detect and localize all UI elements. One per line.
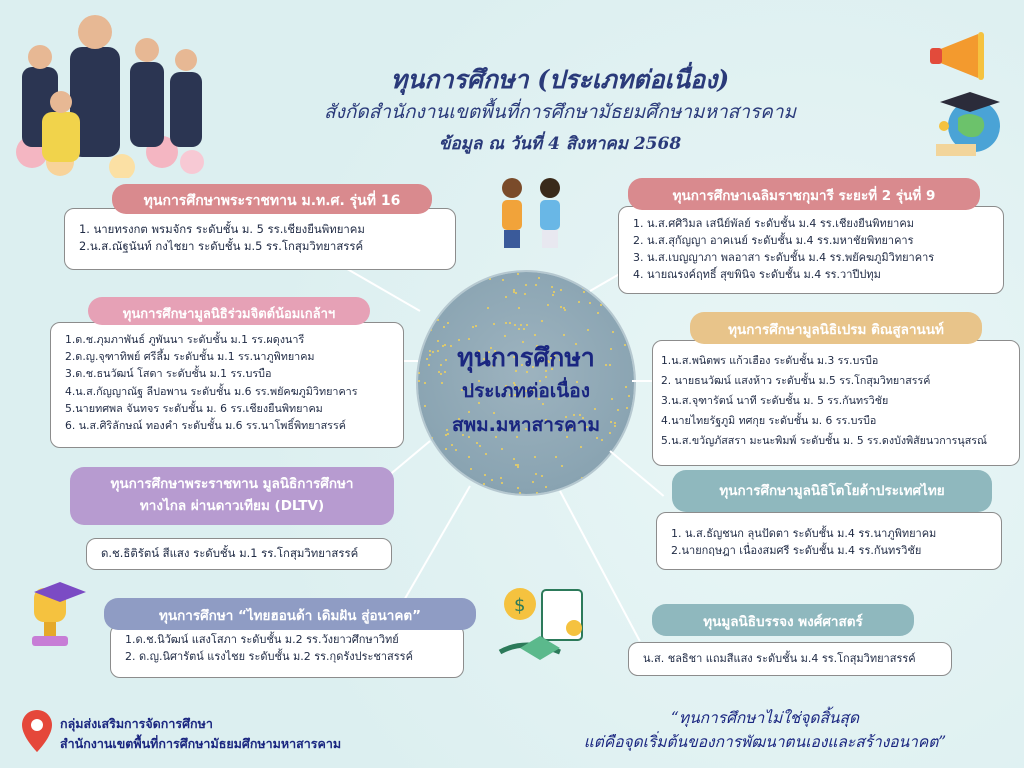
sparkle-dot: [514, 324, 516, 326]
group-box-ruamjit: [50, 322, 404, 448]
list-item: 1. น.ส.ธัญชนก ลุนปัดตา ระดับชั้น ม.4 รร.นาภูพิทยาคม: [671, 527, 937, 540]
sparkle-dot: [475, 325, 477, 327]
group-box-prem: [652, 340, 1020, 466]
money-hand-icon: [490, 582, 600, 682]
sparkle-dot: [587, 329, 589, 331]
connector: [632, 380, 654, 382]
sparkle-dot: [505, 322, 507, 324]
sparkle-dot: [555, 456, 557, 458]
page-subtitle: สังกัดสำนักงานเขตพื้นที่การศึกษามัธยมศึกษามหาสารคาม: [323, 101, 797, 123]
group-title-dltv: [70, 467, 394, 525]
sparkle-dot: [517, 273, 519, 275]
sparkle-dot: [532, 481, 534, 483]
sparkle-dot: [520, 324, 522, 326]
sparkle-dot: [552, 294, 554, 296]
trophy-icon: [10, 578, 90, 662]
sparkle-dot: [612, 331, 614, 333]
sparkle-dot: [435, 478, 437, 480]
sparkle-dot: [504, 335, 506, 337]
group-title-dltv-line1: ทุนการศึกษาพระราชทาน มูลนิธิการศึกษา: [110, 476, 354, 492]
group-box-chaloem: [618, 206, 1004, 294]
center-line-1: ทุนการศึกษา: [457, 343, 595, 372]
sparkle-dot: [513, 458, 515, 460]
footer-org-line2: สำนักงานเขตพื้นที่การศึกษามัธยมศึกษามหาสารคาม: [60, 736, 342, 751]
sparkle-dot: [455, 449, 457, 451]
sparkle-dot: [541, 320, 543, 322]
sparkle-dot: [541, 475, 543, 477]
students-icon: [488, 170, 574, 254]
list-item: 1.ด.ช.นิวัฒน์ แสงโสภา ระดับชั้น ม.2 รร.วังยาวศึกษาวิทย์: [125, 633, 399, 646]
sparkle-dot: [445, 448, 447, 450]
list-item: 2.นายกฤษฎา เนื่องสมศรี ระดับชั้น ม.4 รร.กันทรวิชัย: [671, 544, 922, 558]
list-item: 5.นายทศพล จันทจร ระดับชั้น ม. 6 รร.เชียงยืนพิทยาคม: [65, 401, 323, 415]
sparkle-dot: [560, 289, 562, 291]
sparkle-dot: [468, 456, 470, 458]
quote-line2: แต่คือจุดเริ่มต้นของการพัฒนาตนเองและสร้างอนาคต”: [583, 733, 947, 751]
data-date: ข้อมูล ณ วันที่ 4 สิงหาคม 2568: [438, 134, 682, 154]
list-item: 4. นายณรงค์ฤทธิ์ สุขพินิจ ระดับชั้น ม.4 รร.วาปีปทุม: [633, 268, 881, 281]
sparkle-dot: [437, 319, 439, 321]
sparkle-dot: [553, 291, 555, 293]
list-item: 2. นายธนวัฒน์ แสงห้าว ระดับชั้น ม.5 รร.โกสุมวิทยาสรรค์: [661, 374, 931, 387]
list-item: 1.น.ส.พนิตพร แก้วเฮือง ระดับชั้น ม.3 รร.บรบือ: [661, 354, 879, 367]
sparkle-dot: [487, 307, 489, 309]
group-title-banjong: ทุนมูลนิธิบรรจง พงศ์ศาสตร์: [652, 604, 914, 636]
group-title-dltv-line2: ทางไกล ผ่านดาวเทียม (DLTV): [139, 498, 325, 514]
sparkle-dot: [451, 444, 453, 446]
group-photo: [12, 2, 208, 178]
sparkle-dot: [589, 302, 591, 304]
sparkle-dot: [547, 304, 549, 306]
sparkle-dot: [523, 328, 525, 330]
sparkle-dot: [536, 492, 538, 494]
sparkle-dot: [493, 323, 495, 325]
group-title-toyota: ทุนการศึกษามูลนิธิโตโยต้าประเทศไทย: [672, 470, 992, 512]
group-box-mts: [64, 208, 456, 270]
svg-text:$: $: [514, 595, 526, 616]
list-item: 5.น.ส.ขวัญภัสสรา มะนะพิมพ์ ระดับชั้น ม. 5 รร.ดงบังพิสัยนวการนุสรณ์: [661, 434, 987, 447]
sparkle-dot: [534, 334, 536, 336]
list-item: 3. น.ส.เบญญาภา พลอาสา ระดับชั้น ม.4 รร.พยัคฆภูมิวิทยาคาร: [633, 251, 935, 264]
sparkle-dot: [583, 291, 585, 293]
sparkle-dot: [447, 322, 449, 324]
list-item: 4.น.ส.กัญญาณัฐ ลีปอพาน ระดับชั้น ม.6 รร.พยัคฆภูมิวิทยาคาร: [65, 384, 358, 398]
sparkle-dot: [535, 473, 537, 475]
sparkle-dot: [517, 487, 519, 489]
sparkle-dot: [545, 486, 547, 488]
sparkle-dot: [518, 328, 520, 330]
sparkle-dot: [515, 292, 517, 294]
location-pin-icon: [20, 708, 54, 758]
sparkle-dot: [479, 445, 481, 447]
quote-line1: “ทุนการศึกษาไม่ใช่จุดสิ้นสุด: [670, 709, 860, 727]
sparkle-dot: [525, 284, 527, 286]
sparkle-dot: [476, 442, 478, 444]
center-circle: [418, 272, 634, 494]
list-item: 4.นายไทยรัฐภูมิ ทศกุย ระดับชั้น ม. 6 รร.บรบือ: [661, 414, 877, 427]
sparkle-dot: [484, 474, 486, 476]
group-title-chaloem: ทุนการศึกษาเฉลิมราชกุมารี ระยะที่ 2 รุ่นที่ 9: [628, 178, 980, 210]
sparkle-dot: [500, 477, 502, 479]
sparkle-dot: [551, 286, 553, 288]
list-item: ด.ช.ธิติรัตน์ สีแสง ระดับชั้น ม.1 รร.โกสุมวิทยาสรรค์: [101, 546, 359, 560]
list-item: 2.น.ส.ณัฐนันท์ กงไชยา ระดับชั้น ม.5 รร.โกสุมวิทยาสรรค์: [79, 239, 364, 254]
sparkle-dot: [505, 296, 507, 298]
group-title-mts: ทุนการศึกษาพระราชทาน ม.ท.ศ. รุ่นที่ 16: [112, 184, 432, 214]
page-title: ทุนการศึกษา (ประเภทต่อเนื่อง): [390, 65, 730, 94]
list-item: 2. น.ส.สุกัญญา อาคเนย์ ระดับชั้น ม.4 รร.มหาชัยพิทยาคาร: [633, 234, 914, 247]
group-box-toyota: [656, 512, 1002, 570]
list-item: 6. น.ส.ศิริลักษณ์ ทองคำ ระดับชั้น ม.6 รร.นาโพธิ์พิทยาสรรค์: [65, 419, 346, 433]
footer-quote: [520, 706, 1010, 754]
group-title-prem: ทุนการศึกษามูลนิธิเปรม ติณสูลานนท์: [690, 312, 982, 344]
sparkle-dot: [535, 284, 537, 286]
group-box-banjong: [628, 642, 952, 676]
sparkle-dot: [524, 293, 526, 295]
sparkle-dot: [600, 304, 602, 306]
sparkle-dot: [502, 279, 504, 281]
sparkle-dot: [420, 440, 422, 442]
megaphone-icon: [928, 28, 998, 88]
sparkle-dot: [580, 446, 582, 448]
sparkle-dot: [483, 483, 485, 485]
sparkle-dot: [489, 278, 491, 280]
sparkle-dot: [517, 464, 519, 466]
sparkle-dot: [430, 329, 432, 331]
sparkle-dot: [509, 322, 511, 324]
sparkle-dot: [564, 309, 566, 311]
sparkle-dot: [534, 456, 536, 458]
sparkle-dot: [626, 407, 628, 409]
list-item: 1.ด.ช.ภุมภาพันธ์ ภูพันนา ระดับชั้น ม.1 รร.ผดุงนารี: [65, 333, 305, 346]
group-box-dltv: [86, 538, 392, 570]
sparkle-dot: [561, 465, 563, 467]
group-box-honda: [110, 624, 464, 678]
center-line-3: สพม.มหาสารคาม: [452, 414, 600, 436]
list-item: 1. นายทรงกต พรมจักร ระดับชั้น ม. 5 รร.เชียงยืนพิทยาคม: [79, 222, 365, 236]
sparkle-dot: [582, 287, 584, 289]
center-line-2: ประเภทต่อเนื่อง: [462, 380, 590, 402]
sparkle-dot: [435, 468, 437, 470]
sparkle-dot: [560, 306, 562, 308]
sparkle-dot: [597, 312, 599, 314]
sparkle-dot: [436, 304, 438, 306]
sparkle-dot: [519, 492, 521, 494]
sparkle-dot: [491, 479, 493, 481]
sparkle-dot: [538, 277, 540, 279]
list-item: 3.ด.ช.ธนวัฒน์ โสดา ระดับชั้น ม.1 รร.บรบือ: [65, 367, 272, 381]
group-title-ruamjit: ทุนการศึกษามูลนิธิร่วมจิตต์น้อมเกล้าฯ: [88, 297, 370, 325]
sparkle-dot: [563, 334, 565, 336]
group-title-honda: ทุนการศึกษา “ไทยฮอนด้า เดิมฝัน สู่อนาคต”: [104, 598, 476, 630]
footer-org-line1: กลุ่มส่งเสริมการจัดการศึกษา: [60, 716, 213, 731]
list-item: 2.ด.ญ.จุฑาทิพย์ ศรีลึ้ม ระดับชั้น ม.1 รร.นาภูพิทยาคม: [65, 350, 315, 364]
sparkle-dot: [470, 468, 472, 470]
sparkle-dot: [600, 493, 602, 494]
sparkle-dot: [493, 489, 495, 491]
list-item: 3.น.ส.จุฑารัตน์ นาที ระดับชั้น ม. 5 รร.กันทรวิชัย: [661, 394, 889, 407]
sparkle-dot: [518, 307, 520, 309]
sparkle-dot: [501, 448, 503, 450]
list-item: 2. ด.ญ.นิศารัตน์ แรงไชย ระดับชั้น ม.2 รร.กุดรังประชาสรรค์: [125, 650, 413, 664]
sparkle-dot: [501, 482, 503, 484]
sparkle-dot: [526, 324, 528, 326]
graduation-globe-icon: [930, 86, 1014, 168]
list-item: น.ส. ชลธิชา แถมสีแสง ระดับชั้น ม.4 รร.โกสุมวิทยาสรรค์: [643, 652, 916, 665]
list-item: 1. น.ส.ศศิวิมล เสนีย์พัลย์ ระดับชั้น ม.4 รร.เชียงยืนพิทยาคม: [633, 217, 914, 230]
sparkle-dot: [486, 277, 488, 279]
sparkle-dot: [485, 453, 487, 455]
sparkle-dot: [455, 491, 457, 493]
sparkle-dot: [472, 326, 474, 328]
footer-org: [60, 714, 341, 754]
sparkle-dot: [444, 472, 446, 474]
sparkle-dot: [578, 301, 580, 303]
sparkle-dot: [443, 326, 445, 328]
sparkle-dot: [619, 323, 621, 325]
sparkle-dot: [436, 277, 438, 279]
sparkle-dot: [454, 273, 456, 275]
